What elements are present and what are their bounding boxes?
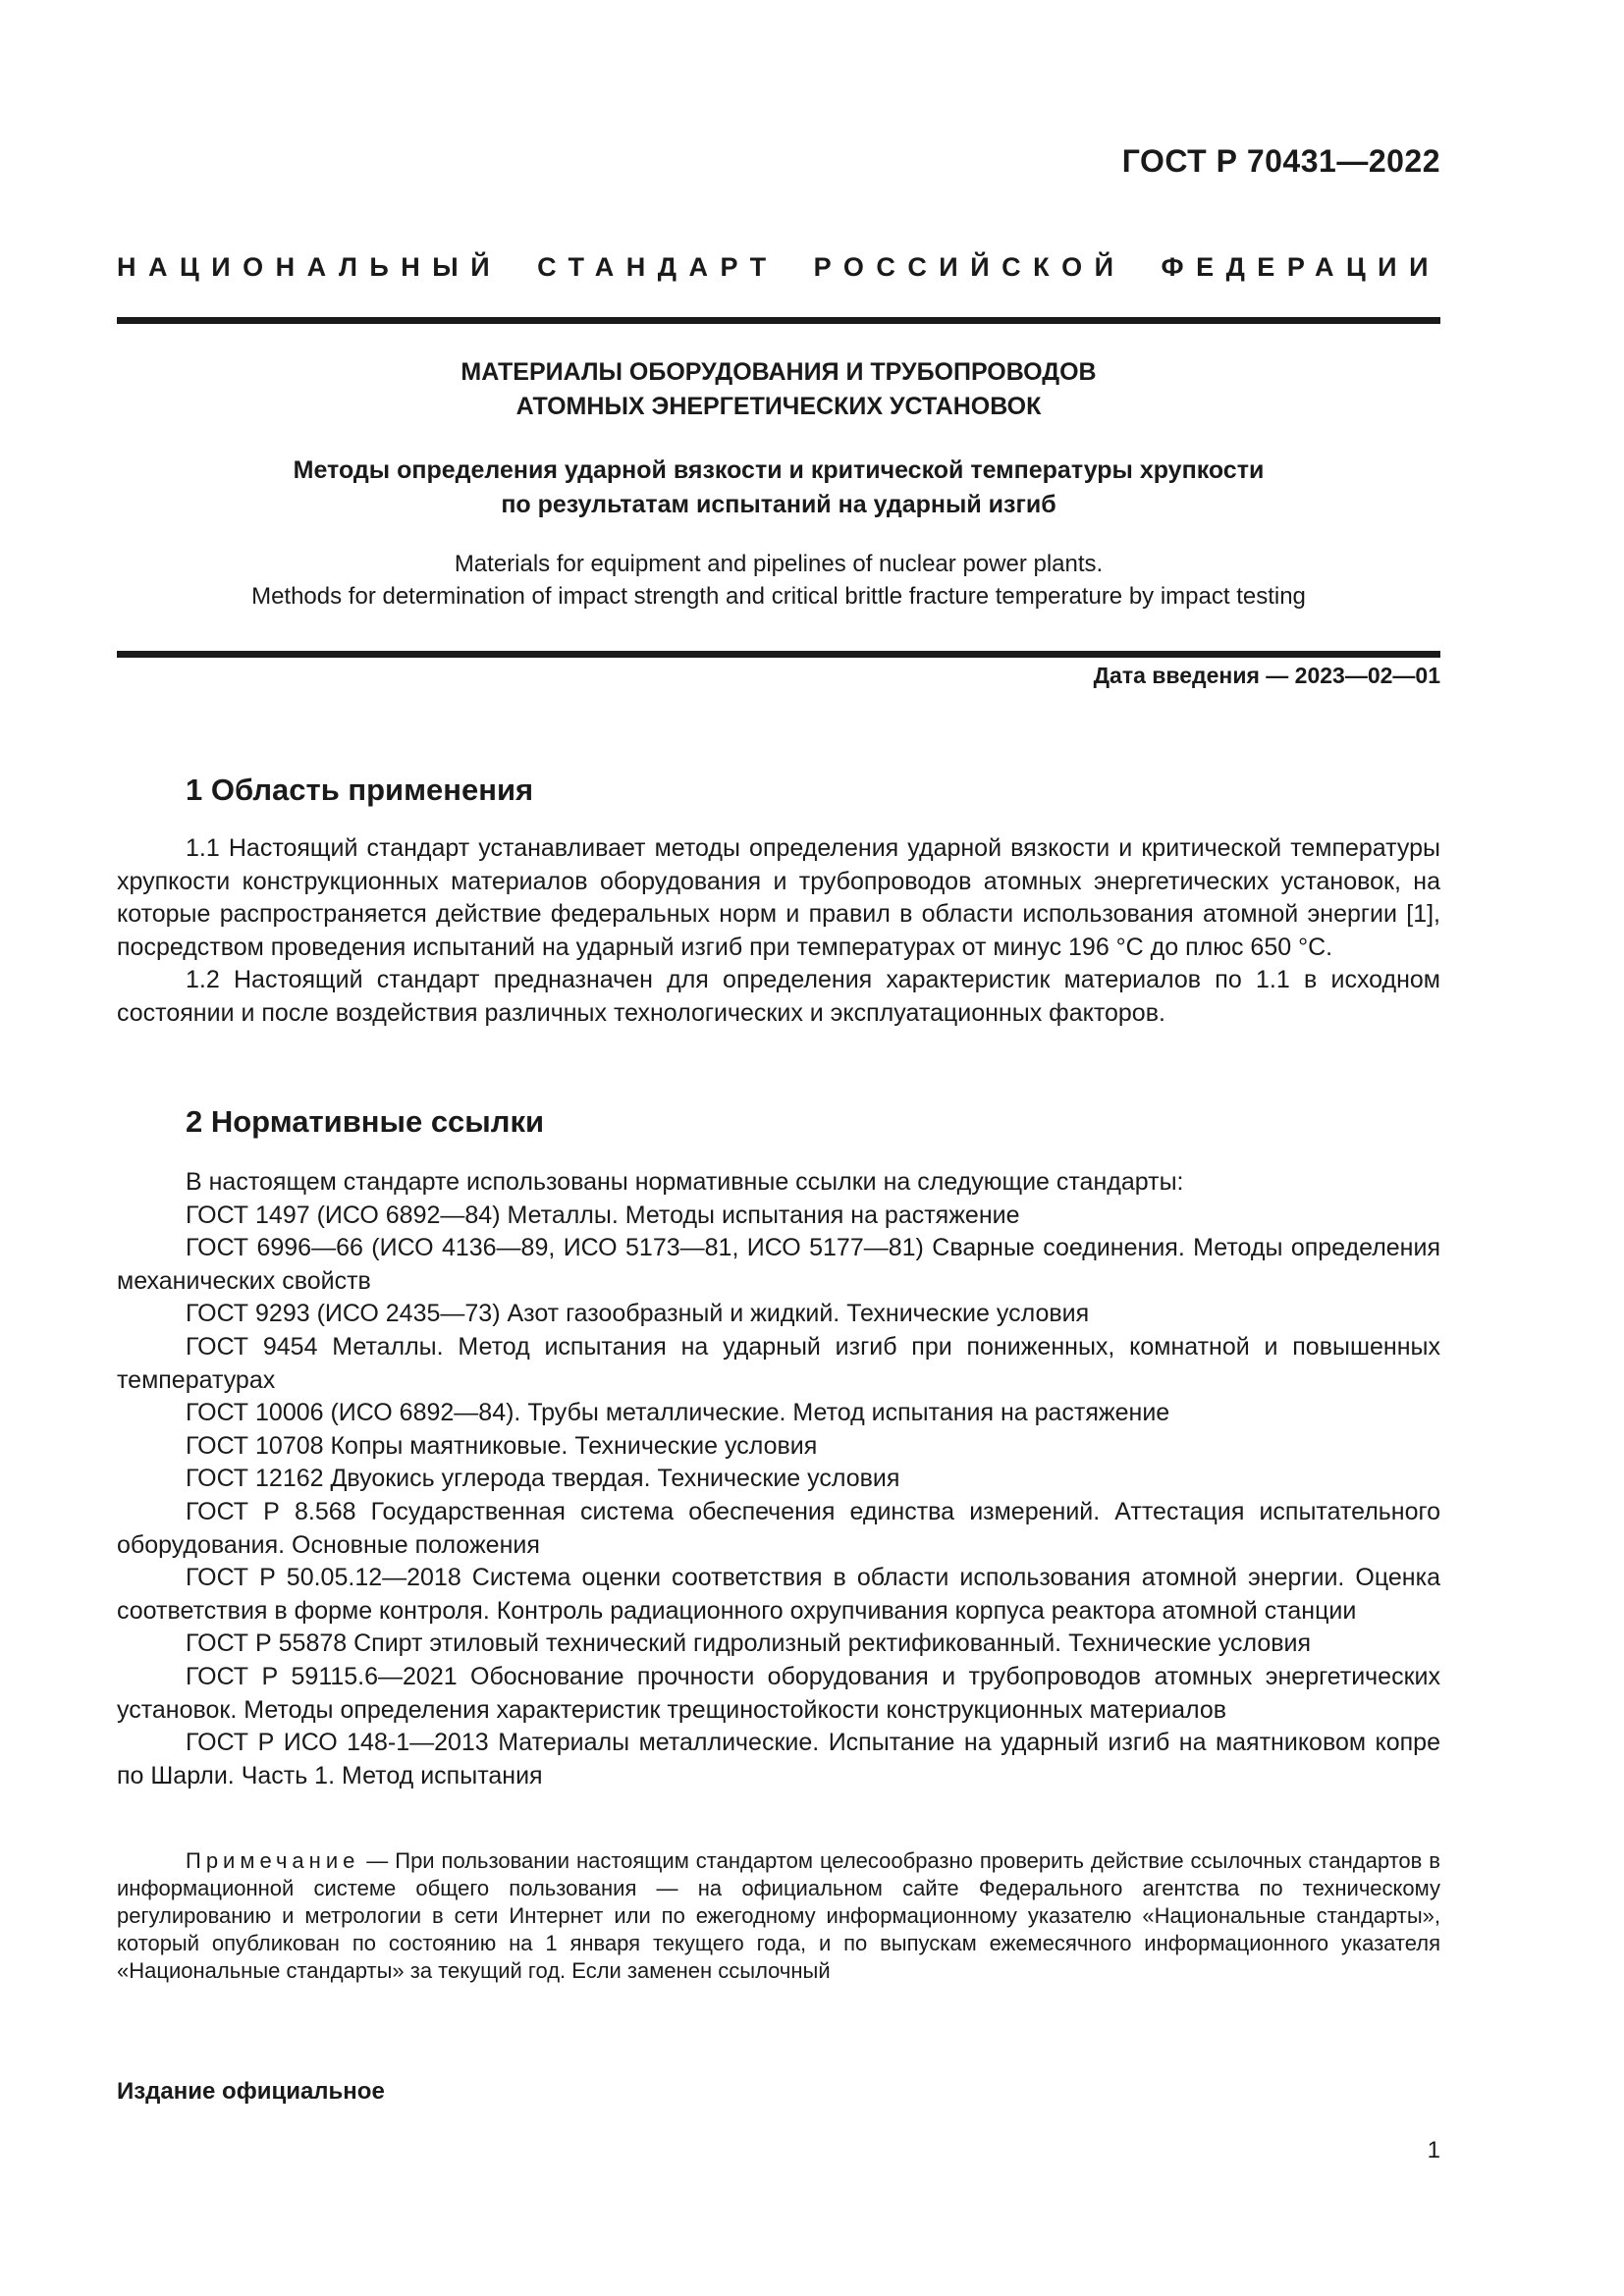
section-1-body <box>117 832 1440 1031</box>
section-2-heading: 2 Нормативные ссылки <box>186 1104 545 1139</box>
national-standard-header: НАЦИОНАЛЬНЫЙ СТАНДАРТ РОССИЙСКОЙ ФЕДЕРАЦИИ <box>117 252 1440 282</box>
reference-item: ГОСТ 6996—66 (ИСО 4136—89, ИСО 5173—81, ИСО 5177—81) Сварные соединения. Методы определения механических свойств <box>117 1234 1440 1295</box>
english-title-line-1: Materials for equipment and pipelines of nuclear power plants. <box>454 551 1104 577</box>
standard-number: ГОСТ Р 70431—2022 <box>1121 143 1440 179</box>
main-title-line-1: МАТЕРИАЛЫ ОБОРУДОВАНИЯ И ТРУБОПРОВОДОВ <box>460 358 1097 386</box>
reference-item: ГОСТ Р ИСО 148-1—2013 Материалы металлические. Испытание на ударный изгиб на маятниковом копре по Шарли. Часть 1. Метод испытания <box>117 1729 1440 1789</box>
introduction-date: Дата введения — 2023—02—01 <box>1093 663 1440 688</box>
note-label: Примечание <box>186 1848 360 1873</box>
page-number: 1 <box>1427 2137 1440 2163</box>
top-rule <box>117 317 1440 324</box>
subtitle <box>117 454 1440 522</box>
main-title-line-2: АТОМНЫХ ЭНЕРГЕТИЧЕСКИХ УСТАНОВОК <box>515 393 1042 420</box>
reference-item: ГОСТ 9454 Металлы. Метод испытания на ударный изгиб при пониженных, комнатной и повышенных температурах <box>117 1332 1440 1394</box>
reference-item: ГОСТ 10708 Копры маятниковые. Технические условия <box>186 1431 818 1460</box>
section-1-heading: 1 Область применения <box>186 773 534 807</box>
official-edition-label: Издание официальное <box>117 2078 385 2105</box>
paragraph-1-2: 1.2 Настоящий стандарт предназначен для определения характеристик материалов по 1.1 в исходном состоянии и после воздействия различных технологических и эксплуатационных факторов. <box>117 966 1440 1027</box>
english-title-line-2: Methods for determination of impact strength and critical brittle fracture temperature by impact testing <box>251 583 1306 610</box>
reference-item: ГОСТ Р 55878 Спирт этиловый технический гидролизный ректификованный. Технические условия <box>186 1629 1312 1658</box>
reference-item: ГОСТ 1497 (ИСО 6892—84) Металлы. Методы испытания на растяжение <box>186 1201 1020 1229</box>
main-title <box>117 355 1440 424</box>
paragraph-1-1: 1.1 Настоящий стандарт устанавливает методы определения ударной вязкости и критической температуры хрупкости конструкционных материалов оборудования и трубопроводов атомных энергетических установок, на которые распространяется действие федеральных норм и правил в области использования атомной энергии [1], посредством проведения испытаний на ударный изгиб при температурах от минус 196 °С до плюс 650 °С. <box>117 834 1440 961</box>
reference-item: ГОСТ Р 59115.6—2021 Обоснование прочности оборудования и трубопроводов атомных энергетических установок. Методы определения характеристик трещиностойкости конструкционных материалов <box>117 1662 1440 1724</box>
reference-item: ГОСТ 9293 (ИСО 2435—73) Азот газообразный и жидкий. Технические условия <box>186 1300 1090 1328</box>
english-title <box>117 548 1440 613</box>
subtitle-line-1: Методы определения ударной вязкости и критической температуры хрупкости <box>293 456 1265 484</box>
note <box>117 1847 1440 1985</box>
subtitle-line-2: по результатам испытаний на ударный изгиб <box>501 491 1056 518</box>
reference-item: ГОСТ 12162 Двуокись углерода твердая. Технические условия <box>186 1465 900 1493</box>
bottom-rule <box>117 651 1440 658</box>
note-text: — При пользовании настоящим стандартом целесообразно проверить действие ссылочных стандартов в информационной системе общего пользования — на официальном сайте Федерального агентства по техническому регулированию и метрологии в сети Интернет или по ежегодному информационному указателю «Национальные стандарты», который опубликован по состоянию на 1 января текущего года, и по выпускам ежемесячного информационного указателя «Национальные стандарты» за текущий год. Если заменен ссылочный <box>117 1848 1440 1983</box>
section-2-body <box>117 1166 1440 1792</box>
reference-item: ГОСТ Р 8.568 Государственная система обеспечения единства измерений. Аттестация испытательного оборудования. Основные положения <box>117 1497 1440 1559</box>
references-intro: В настоящем стандарте использованы нормативные ссылки на следующие стандарты: <box>186 1168 1184 1196</box>
reference-item: ГОСТ Р 50.05.12—2018 Система оценки соответствия в области использования атомной энергии. Оценка соответствия в форме контроля. Контроль радиационного охрупчивания корпуса реактора атомной станции <box>117 1564 1440 1625</box>
reference-item: ГОСТ 10006 (ИСО 6892—84). Трубы металлические. Метод испытания на растяжение <box>186 1399 1170 1427</box>
